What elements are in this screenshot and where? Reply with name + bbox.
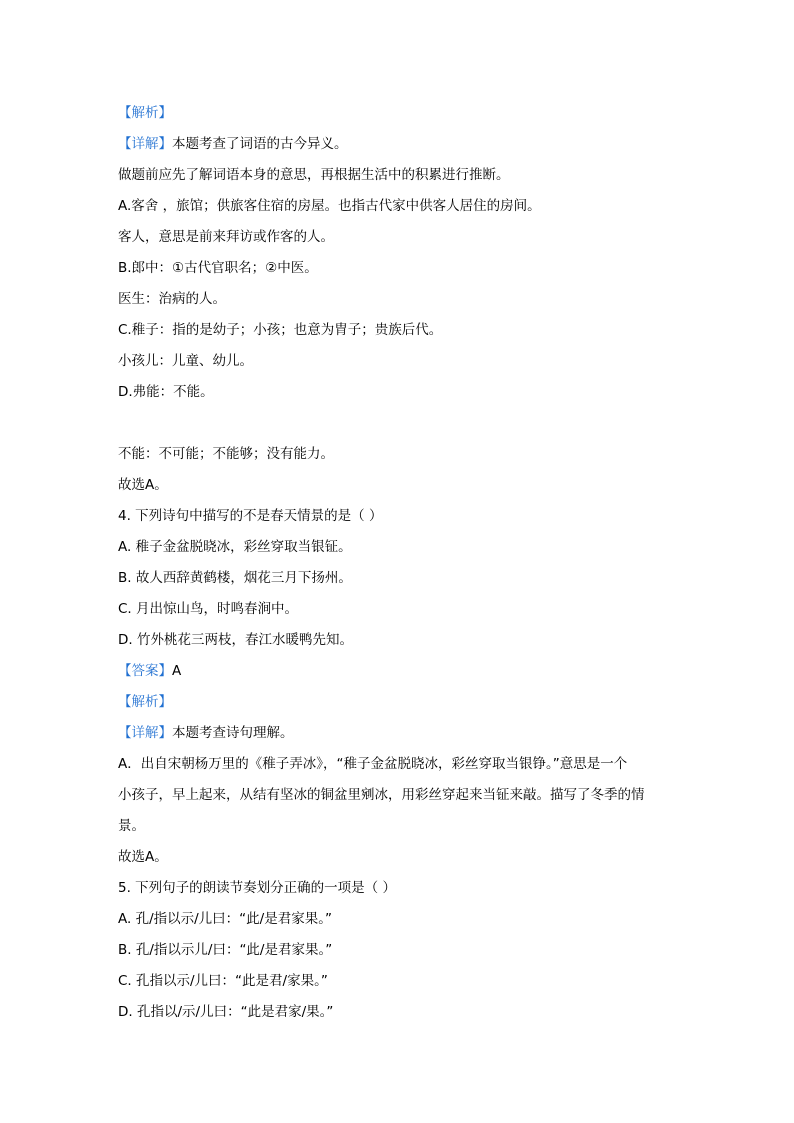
conclusion-line: 故选A。: [118, 477, 168, 493]
detail-line: [118, 134, 678, 154]
analysis-line: 客人，意思是前来拜访或作客的人。: [118, 229, 334, 245]
analysis-tag: 【解析】: [118, 105, 172, 121]
answer-line: [118, 661, 678, 681]
analysis-line: C.稚子：指的是幼子；小孩；也意为胄子；贵族后代。: [118, 322, 443, 338]
explanation-line: 小孩子，早上起来，从结有坚冰的铜盆里剜冰，用彩丝穿起来当钲来敲。描写了冬季的情: [118, 787, 645, 803]
detail-tag: 【详解】: [118, 725, 172, 741]
option-a: A. 孔/指以示/儿曰：“此/是君家果。”: [118, 911, 332, 927]
explanation-line: 景。: [118, 818, 145, 834]
explanation-line: A．出自宋朝杨万里的《稚子弄冰》，“稚子金盆脱晓冰，彩丝穿取当银铮。”意思是一个: [118, 756, 628, 772]
analysis-line: 医生：治病的人。: [118, 291, 226, 307]
option-b: B. 故人西辞黄鹤楼，烟花三月下扬州。: [118, 570, 352, 586]
detail-tag: 【详解】: [118, 136, 172, 152]
analysis-line: 小孩儿：儿童、幼儿。: [118, 353, 253, 369]
document-page: [118, 103, 678, 1022]
analysis-line: B.郎中：①古代官职名；②中医。: [118, 260, 318, 276]
question-stem: 4. 下列诗句中描写的不是春天情景的是（ ）: [118, 508, 383, 524]
detail-text: 本题考查诗句理解。: [172, 725, 294, 741]
detail-line: [118, 723, 678, 743]
answer-tag: 【答案】: [118, 663, 172, 679]
analysis-line: A.客舍 ，旅馆；供旅客住宿的房屋。也指古代家中供客人居住的房间。: [118, 198, 541, 214]
answer-value: A: [172, 663, 182, 679]
option-d: D. 竹外桃花三两枝，春江水暖鸭先知。: [118, 632, 353, 648]
option-b: B. 孔/指以示儿/曰：“此/是君家果。”: [118, 942, 333, 958]
analysis-line: D.弗能：不能。: [118, 384, 214, 400]
option-c: C. 月出惊山鸟，时鸣春涧中。: [118, 601, 299, 617]
question-stem: 5. 下列句子的朗读节奏划分正确的一项是（ ）: [118, 880, 396, 896]
option-c: C. 孔指以示/儿曰：“此是君/家果。”: [118, 973, 328, 989]
analysis-line: 不能：不可能；不能够；没有能力。: [118, 446, 334, 462]
option-d: D. 孔指以/示/儿曰：“此是君家/果。”: [118, 1004, 334, 1020]
option-a: A. 稚子金盆脱晓冰，彩丝穿取当银钲。: [118, 539, 352, 555]
conclusion-line: 故选A。: [118, 849, 168, 865]
detail-text: 本题考查了词语的古今异义。: [172, 136, 348, 152]
analysis-tag: 【解析】: [118, 694, 172, 710]
analysis-line: 做题前应先了解词语本身的意思，再根据生活中的积累进行推断。: [118, 167, 510, 183]
